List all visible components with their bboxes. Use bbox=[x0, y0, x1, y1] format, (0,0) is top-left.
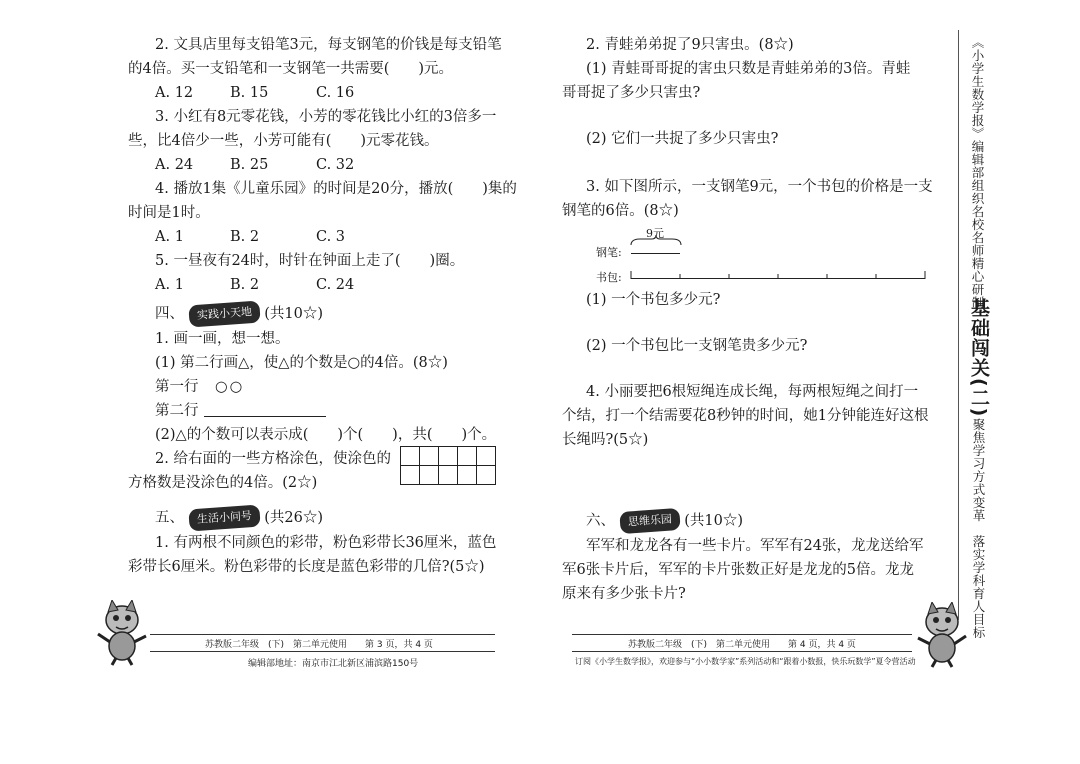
left-q4-option-c: C. 3 bbox=[316, 229, 346, 245]
section-4-badge: 实践小天地 bbox=[188, 301, 260, 328]
section-5-points: (共26☆) bbox=[264, 510, 323, 526]
diagram-pen-label: 钢笔: bbox=[596, 246, 622, 259]
left-q5-line1: 5. 一昼夜有24时，时针在钟面上走了( )圈。 bbox=[155, 253, 465, 269]
right-q2-part2: (2) 它们一共捉了多少只害虫? bbox=[586, 131, 779, 147]
grid-cell[interactable] bbox=[439, 447, 458, 466]
left-footer-rule-top bbox=[150, 634, 495, 635]
right-q3-line2: 钢笔的6倍。(8☆) bbox=[562, 203, 679, 219]
sidebar-title: 基础闯关(二) bbox=[968, 298, 990, 418]
left-q2-option-a: A. 12 bbox=[155, 85, 194, 101]
left-q4-option-b: B. 2 bbox=[230, 229, 260, 245]
section-6-number: 六、 bbox=[586, 513, 615, 529]
right-q2-part1-line2: 哥哥捉了多少只害虫? bbox=[562, 85, 701, 101]
left-q3-line1: 3. 小红有8元零花钱，小芳的零花钱比小红的3倍多一 bbox=[155, 109, 497, 125]
right-footer-rule-top bbox=[572, 634, 912, 635]
left-footer-main: 苏教版二年级 (下) 第二单元使用 第 3 页，共 4 页 bbox=[205, 640, 433, 650]
right-q3-line1: 3. 如下图所示，一支钢笔9元，一个书包的价格是一支 bbox=[586, 179, 933, 195]
section-6-badge: 思维乐园 bbox=[619, 508, 680, 534]
s5-q1-line1: 1. 有两根不同颜色的彩带，粉色彩带长36厘米，蓝色 bbox=[155, 535, 497, 551]
section-4-points: (共10☆) bbox=[264, 306, 323, 322]
section-5-heading bbox=[155, 507, 323, 529]
left-q5-option-a: A. 1 bbox=[155, 277, 184, 293]
section-6-heading bbox=[586, 510, 743, 532]
left-q3-option-b: B. 25 bbox=[230, 157, 269, 173]
grid-cell[interactable] bbox=[477, 466, 496, 485]
right-footer-sub: 订阅《小学生数学报》，欢迎参与“小小数学家”系列活动和“跟着小数报，快乐玩数学”夏令营活动 bbox=[575, 657, 916, 666]
left-q3-line2: 些，比4倍少一些，小芳可能有( )元零花钱。 bbox=[128, 133, 439, 149]
left-q2-option-b: B. 15 bbox=[230, 85, 269, 101]
left-q2-line2: 的4倍。买一支铅笔和一支钢笔一共需要( )元。 bbox=[128, 61, 454, 77]
row1-label: 第一行 bbox=[155, 379, 199, 395]
s4-q1-part2: (2)△的个数可以表示成( )个( )，共( )个。 bbox=[155, 427, 497, 443]
right-q3-part1: (1) 一个书包多少元? bbox=[586, 292, 721, 308]
grid-cell[interactable] bbox=[458, 447, 477, 466]
row2-label: 第二行 bbox=[155, 403, 199, 419]
s6-line1: 军军和龙龙各有一些卡片。军军有24张，龙龙送给军 bbox=[586, 538, 924, 554]
s6-line2: 军6张卡片后，军军的卡片张数正好是龙龙的5倍。龙龙 bbox=[562, 562, 914, 578]
diagram-bag-ticks bbox=[630, 271, 927, 281]
section-6-points: (共10☆) bbox=[684, 513, 743, 529]
s4-q1: 1. 画一画，想一想。 bbox=[155, 331, 290, 347]
grid-cell[interactable] bbox=[401, 466, 420, 485]
s5-q1-line2: 彩带长6厘米。粉色彩带的长度是蓝色彩带的几倍?(5☆) bbox=[128, 559, 485, 575]
s4-q2-line1: 2. 给右面的一些方格涂色，使涂色的 bbox=[155, 451, 391, 467]
left-q4-option-a: A. 1 bbox=[155, 229, 184, 245]
grid-cell[interactable] bbox=[401, 447, 420, 466]
s4-q1-part1: (1) 第二行画△，使△的个数是○的4倍。(8☆) bbox=[155, 355, 448, 371]
right-footer-main: 苏教版二年级 (下) 第二单元使用 第 4 页，共 4 页 bbox=[628, 640, 856, 650]
section-5-number: 五、 bbox=[155, 510, 184, 526]
grid-cell[interactable] bbox=[439, 466, 458, 485]
diagram-bag-label: 书包: bbox=[596, 271, 622, 284]
left-q4-line2: 时间是1时。 bbox=[128, 205, 210, 221]
section-4-heading bbox=[155, 303, 323, 325]
left-footer-rule-bottom bbox=[150, 651, 495, 652]
left-footer-address: 编辑部地址：南京市江北新区浦滨路150号 bbox=[248, 659, 419, 669]
sidebar-divider bbox=[958, 30, 959, 620]
section-5-badge: 生活小问号 bbox=[188, 505, 260, 532]
left-q5-option-b: B. 2 bbox=[230, 277, 260, 293]
s4-q2-line2: 方格数是没涂色的4倍。(2☆) bbox=[128, 475, 318, 491]
section-4-number: 四、 bbox=[155, 306, 184, 322]
diagram-brace-icon bbox=[630, 234, 682, 246]
diagram-price-label: 9元 bbox=[646, 227, 664, 240]
left-q3-option-c: C. 32 bbox=[316, 157, 355, 173]
right-q3-part2: (2) 一个书包比一支钢笔贵多少元? bbox=[586, 338, 808, 354]
diagram-pen-bar bbox=[631, 253, 680, 254]
right-q2-part1-line1: (1) 青蛙哥哥捉的害虫只数是青蛙弟弟的3倍。青蛙 bbox=[586, 61, 911, 77]
s6-line3: 原来有多少张卡片? bbox=[562, 586, 686, 602]
right-q4-line2: 个结，打一个结需要花8秒钟的时间，她1分钟能连好这根 bbox=[562, 408, 929, 424]
right-q2-line1: 2. 青蛙弟弟捉了9只害虫。(8☆) bbox=[586, 37, 794, 53]
grid-cell[interactable] bbox=[420, 447, 439, 466]
row1-shapes: ○○ bbox=[215, 379, 245, 395]
row2-answer-line[interactable] bbox=[204, 416, 326, 417]
left-q3-option-a: A. 24 bbox=[155, 157, 194, 173]
grid-cell[interactable] bbox=[477, 447, 496, 466]
right-footer-rule-bottom bbox=[572, 651, 912, 652]
left-q2-line1: 2. 文具店里每支铅笔3元，每支钢笔的价钱是每支铅笔 bbox=[155, 37, 502, 53]
left-q4-line1: 4. 播放1集《儿童乐园》的时间是20分，播放( )集的 bbox=[155, 181, 517, 197]
sidebar-main-text: 《小学生数学报》编辑部组织名校名师精心研制 bbox=[970, 36, 985, 309]
right-q4-line3: 长绳吗?(5☆) bbox=[562, 432, 649, 448]
right-q4-line1: 4. 小丽要把6根短绳连成长绳，每两根短绳之间打一 bbox=[586, 384, 919, 400]
mascot-cat-icon bbox=[92, 600, 152, 666]
left-q2-option-c: C. 16 bbox=[316, 85, 355, 101]
sidebar-sub-text: 聚焦学习方式变革 落实学科育人目标 bbox=[971, 418, 986, 639]
grid-cell[interactable] bbox=[458, 466, 477, 485]
coloring-grid[interactable] bbox=[400, 446, 496, 485]
mascot-cat-icon bbox=[912, 602, 972, 668]
grid-cell[interactable] bbox=[420, 466, 439, 485]
left-q5-option-c: C. 24 bbox=[316, 277, 355, 293]
